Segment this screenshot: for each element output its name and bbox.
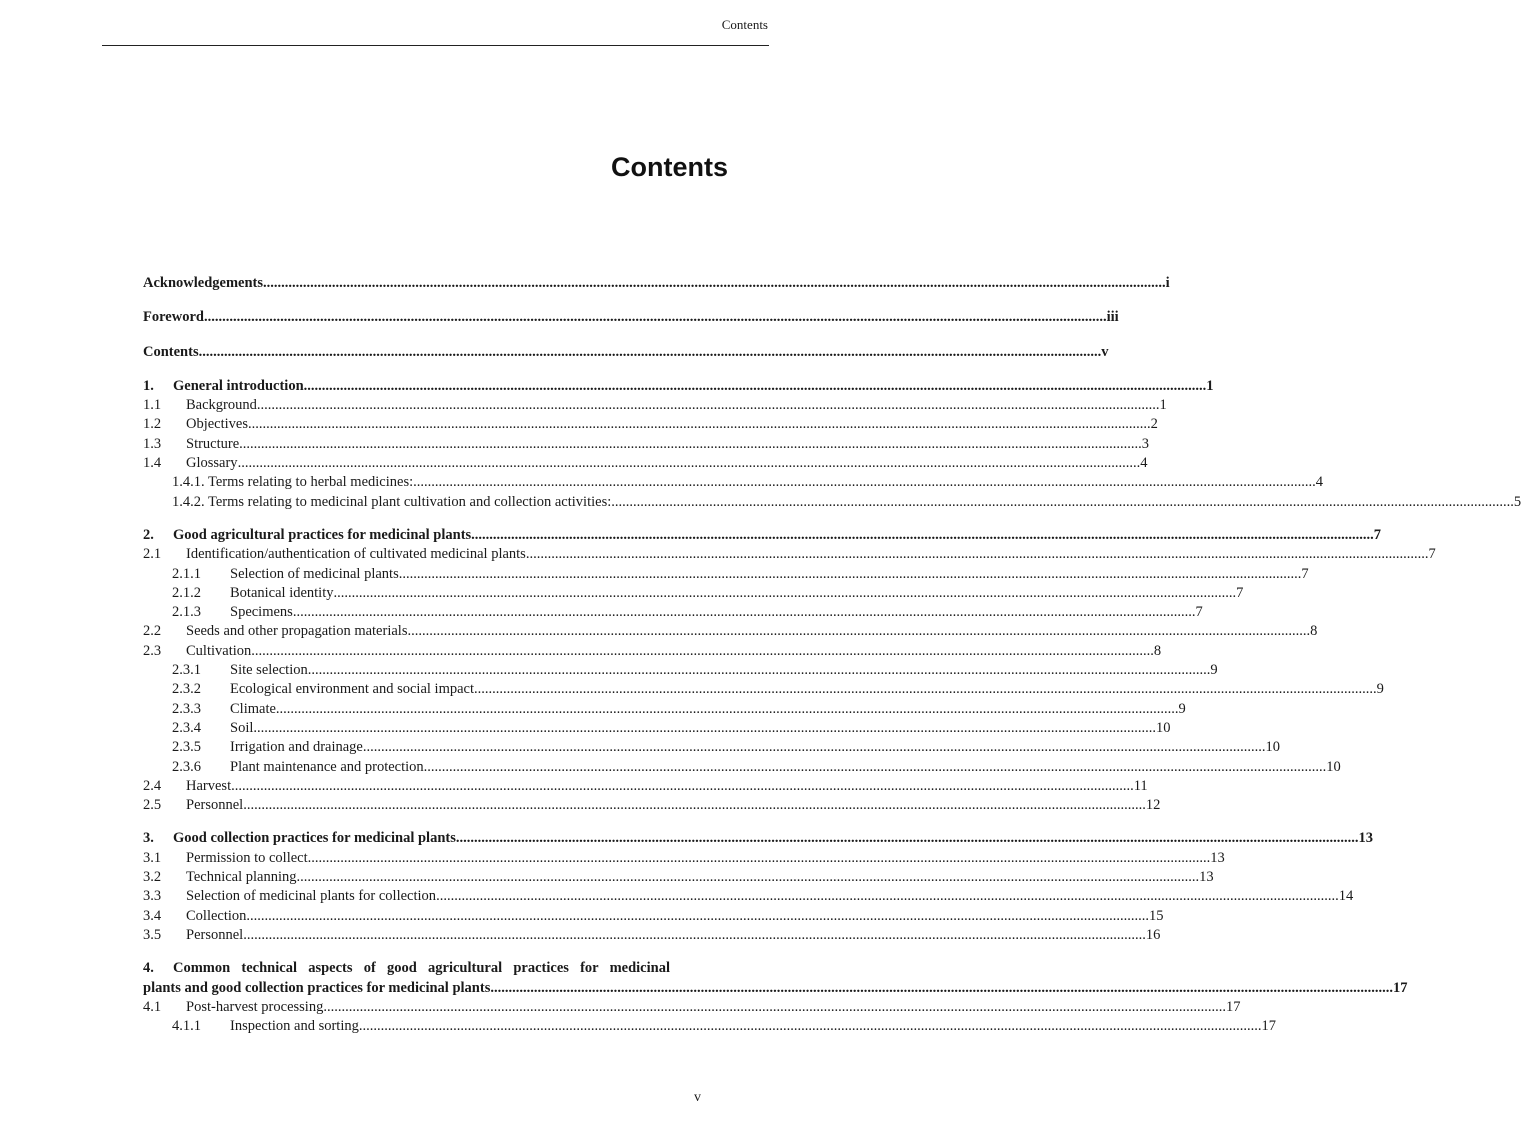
toc-entry-1-4-2[interactable] [143, 493, 1521, 512]
leader-dots [199, 343, 1102, 362]
toc-page-number: 9 [1376, 681, 1384, 698]
leader-dots [308, 849, 1211, 868]
toc-entry-text: 1.4.2. Terms relating to medicinal plant cultivation and collection activities: [172, 493, 612, 510]
toc-section-number: 2.1.3 [172, 604, 201, 621]
toc-section-number: 2. [143, 526, 154, 543]
toc-section-number: 3.4 [143, 907, 162, 924]
toc-entry-text: Objectives [186, 416, 249, 433]
toc-page-number: 2 [1150, 416, 1158, 433]
leader-dots [243, 926, 1146, 945]
toc-section-number: 2.3.6 [172, 758, 201, 775]
toc-page-number: 14 [1338, 888, 1354, 905]
toc-page-number: 11 [1133, 777, 1148, 794]
leader-dots [359, 1017, 1262, 1036]
toc-entry-text: Common technical aspects of good agricultural practices for medicinal [173, 960, 670, 977]
leader-dots [334, 584, 1237, 603]
toc-entry-text: Technical planning [186, 869, 297, 886]
toc-page-number: 8 [1153, 642, 1162, 659]
toc-entry-2-3-1[interactable] [143, 661, 1218, 680]
toc-section-number: 2.2 [143, 623, 162, 640]
toc-page-number: 7 [1373, 526, 1382, 543]
leader-dots [263, 274, 1166, 293]
toc-entry-text: Ecological environment and social impact [230, 681, 475, 698]
leader-dots [308, 661, 1211, 680]
table-of-contents [143, 274, 1521, 1036]
toc-page-number: 4 [1140, 455, 1148, 472]
toc-entry-text: Permission to collect [186, 849, 308, 866]
leader-dots [436, 887, 1339, 906]
toc-entry-text: General introduction [173, 377, 304, 394]
leader-dots [407, 622, 1310, 641]
toc-entry-text: plants and good collection practices for medicinal plants [143, 979, 491, 996]
toc-page-number: 3 [1141, 435, 1150, 452]
toc-entry-2-3[interactable] [143, 642, 1162, 661]
toc-page-number: 12 [1145, 797, 1161, 814]
toc-entry-contents[interactable] [143, 343, 1109, 362]
toc-section-number: 1.4 [143, 455, 162, 472]
toc-entry-3-5[interactable] [143, 926, 1161, 945]
toc-entry-text: Selection of medicinal plants for collection [186, 888, 437, 905]
toc-entry-1-1[interactable] [143, 396, 1167, 415]
toc-entry-text: Specimens [230, 604, 293, 621]
toc-section-number: 2.3.2 [172, 681, 201, 698]
toc-entry-text: Climate [230, 700, 276, 717]
toc-entry-section-3[interactable] [143, 829, 1373, 848]
toc-page-number: 16 [1145, 926, 1161, 943]
toc-page-number: 7 [1236, 584, 1244, 601]
leader-dots [243, 796, 1146, 815]
toc-entry-2-5[interactable] [143, 796, 1161, 815]
toc-entry-2-3-3[interactable] [143, 700, 1186, 719]
leader-dots [611, 493, 1514, 512]
toc-section-number: 1. [143, 377, 154, 394]
toc-page-number: 4 [1315, 474, 1324, 491]
toc-entry-1-2[interactable] [143, 415, 1158, 434]
toc-section-number: 2.1 [143, 546, 162, 563]
toc-page-number: 10 [1265, 739, 1280, 756]
toc-entry-text: Good agricultural practices for medicinal plants [173, 526, 472, 543]
toc-page-number: 1 [1206, 377, 1214, 394]
toc-section-number: 2.3.5 [172, 739, 201, 756]
toc-entry-3-2[interactable] [143, 868, 1214, 887]
toc-entry-2-4[interactable] [143, 777, 1148, 796]
header-rule [102, 45, 769, 46]
leader-dots [253, 719, 1156, 738]
toc-section-number: 3. [143, 830, 154, 847]
toc-page-number: 10 [1156, 719, 1171, 736]
toc-entry-text: 1.4.1. Terms relating to herbal medicines: [172, 474, 414, 491]
page-number: v [694, 1090, 701, 1105]
toc-entry-text: Personnel [186, 797, 244, 814]
leader-dots [471, 526, 1374, 545]
toc-section-number: 2.1.2 [172, 584, 201, 601]
toc-entry-section-4[interactable] [143, 959, 1408, 998]
toc-entry-line-1 [143, 959, 670, 978]
leader-dots [399, 565, 1302, 584]
toc-entry-foreword[interactable] [143, 308, 1119, 327]
toc-section-number: 2.3 [143, 642, 162, 659]
toc-section-number: 3.2 [143, 869, 162, 886]
toc-section-number: 3.5 [143, 926, 162, 943]
toc-section-number: 2.5 [143, 797, 162, 814]
leader-dots [257, 396, 1160, 415]
page-title: Contents [611, 152, 728, 182]
leader-dots [238, 454, 1141, 473]
toc-section-number: 1.3 [143, 435, 162, 452]
toc-page-number: 1 [1159, 397, 1167, 414]
toc-entry-text: Plant maintenance and protection [230, 758, 424, 775]
toc-entry-text: Identification/authentication of cultivated medicinal plants [186, 546, 526, 563]
toc-section-number: 4.1 [143, 998, 162, 1015]
toc-entry-2-1-2[interactable] [143, 584, 1244, 603]
toc-page-number: 7 [1301, 565, 1309, 582]
toc-section-number: 3.3 [143, 888, 162, 905]
toc-page-number: 13 [1210, 849, 1225, 866]
toc-entry-3-3[interactable] [143, 887, 1354, 906]
toc-entry-2-1[interactable] [143, 545, 1436, 564]
toc-entry-2-3-6[interactable] [143, 758, 1341, 777]
leader-dots [323, 998, 1226, 1017]
toc-entry-section-1[interactable] [143, 377, 1214, 396]
toc-entry-acknowledgements[interactable] [143, 274, 1170, 293]
toc-entry-text: Background [186, 397, 257, 414]
toc-page-number: 17 [1261, 1018, 1276, 1035]
toc-entry-3-4[interactable] [143, 907, 1164, 926]
leader-dots [363, 738, 1266, 757]
toc-entry-text: Contents [143, 343, 199, 360]
toc-page-number: i [1165, 275, 1170, 291]
toc-page-number: 17 [1225, 998, 1241, 1015]
leader-dots [293, 603, 1196, 622]
toc-entry-text: Seeds and other propagation materials [186, 623, 408, 640]
leader-dots [239, 435, 1142, 454]
toc-entry-section-2[interactable] [143, 526, 1382, 545]
leader-dots [231, 777, 1134, 796]
toc-entry-2-3-2[interactable] [143, 680, 1384, 699]
toc-entry-2-3-4[interactable] [143, 719, 1171, 738]
toc-entry-2-2[interactable] [143, 622, 1318, 641]
toc-section-number: 3.1 [143, 849, 162, 866]
toc-entry-text: Post-harvest processing [186, 998, 324, 1015]
leader-dots [204, 308, 1107, 327]
toc-entry-text: Botanical identity [230, 584, 334, 601]
toc-entry-text: Structure [186, 435, 240, 452]
toc-page-number: 8 [1310, 623, 1318, 640]
toc-section-number: 2.4 [143, 777, 162, 794]
leader-dots [246, 907, 1149, 926]
leader-dots [248, 415, 1151, 434]
toc-entry-text: Site selection [230, 662, 308, 679]
leader-dots [413, 473, 1316, 492]
toc-entry-text: Acknowledgements [143, 275, 264, 291]
toc-page-number: 9 [1178, 700, 1186, 717]
toc-entry-text: Good collection practices for medicinal plants [173, 830, 456, 847]
toc-page-number: 13 [1358, 830, 1373, 847]
toc-entry-4-1-1[interactable] [143, 1017, 1276, 1036]
toc-entry-text: Irrigation and drainage [230, 739, 363, 756]
toc-entry-4-1[interactable] [143, 998, 1241, 1017]
toc-section-number: 2.1.1 [172, 565, 201, 582]
leader-dots [456, 829, 1359, 848]
toc-entry-text: Foreword [143, 309, 204, 326]
leader-dots [526, 545, 1429, 564]
toc-page-number: 7 [1428, 546, 1436, 563]
toc-entry-2-1-3[interactable] [143, 603, 1203, 622]
leader-dots [490, 979, 1393, 998]
leader-dots [304, 377, 1207, 396]
leader-dots [297, 868, 1200, 887]
toc-entry-3-1[interactable] [143, 849, 1225, 868]
toc-section-number: 1.2 [143, 416, 162, 433]
toc-entry-text: Harvest [186, 777, 232, 794]
toc-section-number: 2.3.4 [172, 719, 201, 736]
toc-entry-text: Cultivation [186, 642, 252, 659]
toc-entry-text: Soil [230, 719, 254, 736]
toc-entry-2-3-5[interactable] [143, 738, 1280, 757]
leader-dots [251, 642, 1154, 661]
toc-entry-2-1-1[interactable] [143, 565, 1309, 584]
toc-page-number: 10 [1326, 758, 1341, 775]
toc-section-number: 1.1 [143, 397, 162, 414]
toc-page-number: iii [1106, 309, 1119, 326]
toc-entry-text: Inspection and sorting [230, 1018, 359, 1035]
toc-entry-text: Personnel [186, 926, 244, 943]
toc-entry-1-4-1[interactable] [143, 473, 1324, 492]
toc-entry-text: Glossary [186, 455, 238, 472]
leader-dots [276, 700, 1179, 719]
toc-page-number: 5 [1513, 493, 1521, 510]
toc-page-number: 15 [1149, 907, 1164, 924]
toc-section-number: 4.1.1 [172, 1018, 201, 1035]
toc-entry-text: Collection [186, 907, 247, 924]
toc-section-number: 2.3.3 [172, 700, 201, 717]
toc-page-number: 7 [1195, 604, 1203, 621]
running-header: Contents [721, 17, 768, 32]
toc-section-number: 4. [143, 960, 154, 977]
toc-entry-1-4[interactable] [143, 454, 1148, 473]
toc-entry-line-2 [143, 979, 1408, 998]
toc-page-number: 13 [1199, 869, 1214, 886]
leader-dots [474, 680, 1377, 699]
leader-dots [424, 758, 1327, 777]
toc-page-number: 9 [1210, 662, 1218, 679]
toc-page-number: v [1101, 343, 1109, 360]
toc-entry-text: Selection of medicinal plants [230, 565, 399, 582]
toc-page-number: 17 [1392, 979, 1408, 996]
toc-section-number: 2.3.1 [172, 662, 201, 679]
toc-entry-1-3[interactable] [143, 435, 1150, 454]
